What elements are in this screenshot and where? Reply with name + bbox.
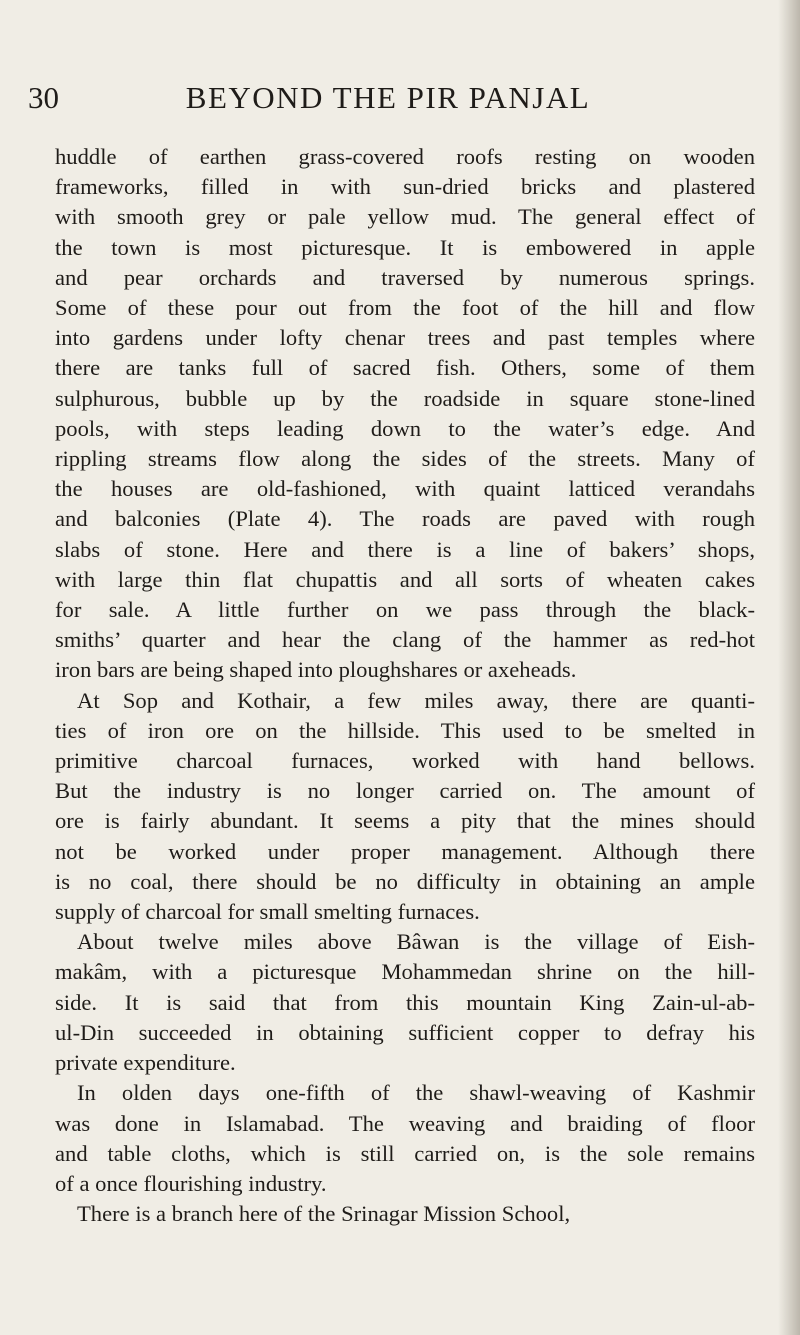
text-line: the town is most picturesque. It is embowered in apple: [55, 234, 755, 260]
text-line: and balconies (Plate 4). The roads are paved with rough: [55, 506, 755, 532]
text-line: In olden days one-fifth of the shawl-weaving of Kashmir: [77, 1080, 755, 1106]
text-line: and table cloths, which is still carried on, is the sole remains: [55, 1140, 755, 1166]
text-line: At Sop and Kothair, a few miles away, there are quanti-: [77, 687, 755, 713]
text-line: primitive charcoal furnaces, worked with hand bellows.: [55, 748, 755, 774]
running-head: BEYOND THE PIR PANJAL: [185, 80, 591, 115]
text-line: the houses are old-fashioned, with quaint latticed verandahs: [55, 476, 755, 502]
text-line: Some of these pour out from the foot of the hill and flow: [55, 295, 755, 321]
text-line: of a once flourishing industry.: [55, 1170, 327, 1196]
text-line: for sale. A little further on we pass through the black-: [55, 597, 755, 623]
body-text: [55, 142, 755, 1229]
text-line: There is a branch here of the Srinagar Mission School,: [77, 1201, 571, 1227]
text-line: pools, with steps leading down to the water’s edge. And: [55, 415, 755, 441]
page-header: [28, 72, 748, 124]
text-line: there are tanks full of sacred fish. Others, some of them: [55, 355, 755, 381]
text-line: side. It is said that from this mountain King Zain-ul-ab-: [55, 989, 755, 1015]
text-line: huddle of earthen grass-covered roofs resting on wooden: [55, 144, 755, 169]
text-line: supply of charcoal for small smelting furnaces.: [55, 899, 480, 925]
text-line: was done in Islamabad. The weaving and braiding of floor: [55, 1110, 755, 1136]
text-line: sulphurous, bubble up by the roadside in square stone-lined: [55, 385, 755, 411]
text-line: slabs of stone. Here and there is a line of bakers’ shops,: [55, 536, 755, 562]
text-line: About twelve miles above Bâwan is the village of Eish-: [77, 929, 755, 955]
text-line: private expenditure.: [55, 1050, 236, 1076]
text-line: iron bars are being shaped into ploughshares or axeheads.: [55, 657, 577, 683]
text-line: into gardens under lofty chenar trees and past temples where: [55, 325, 755, 351]
text-line: makâm, with a picturesque Mohammedan shrine on the hill-: [55, 959, 755, 985]
text-line: is no coal, there should be no difficulty in obtaining an ample: [55, 868, 755, 894]
page-number: 30: [28, 80, 59, 115]
text-line: with smooth grey or pale yellow mud. The general effect of: [55, 204, 755, 230]
text-line: frameworks, filled in with sun-dried bricks and plastered: [55, 174, 755, 200]
text-line: not be worked under proper management. Although there: [55, 838, 755, 864]
text-line: But the industry is no longer carried on. The amount of: [55, 778, 755, 804]
page-gutter-shadow: [778, 0, 800, 1335]
text-line: and pear orchards and traversed by numerous springs.: [55, 264, 755, 290]
text-line: ore is fairly abundant. It seems a pity that the mines should: [55, 808, 755, 834]
text-line: ties of iron ore on the hillside. This used to be smelted in: [55, 717, 755, 743]
text-line: ul-Din succeeded in obtaining sufficient copper to defray his: [55, 1019, 755, 1045]
text-line: with large thin flat chupattis and all sorts of wheaten cakes: [55, 566, 755, 592]
text-line: smiths’ quarter and hear the clang of the hammer as red-hot: [55, 627, 755, 653]
text-line: rippling streams flow along the sides of the streets. Many of: [55, 446, 755, 472]
